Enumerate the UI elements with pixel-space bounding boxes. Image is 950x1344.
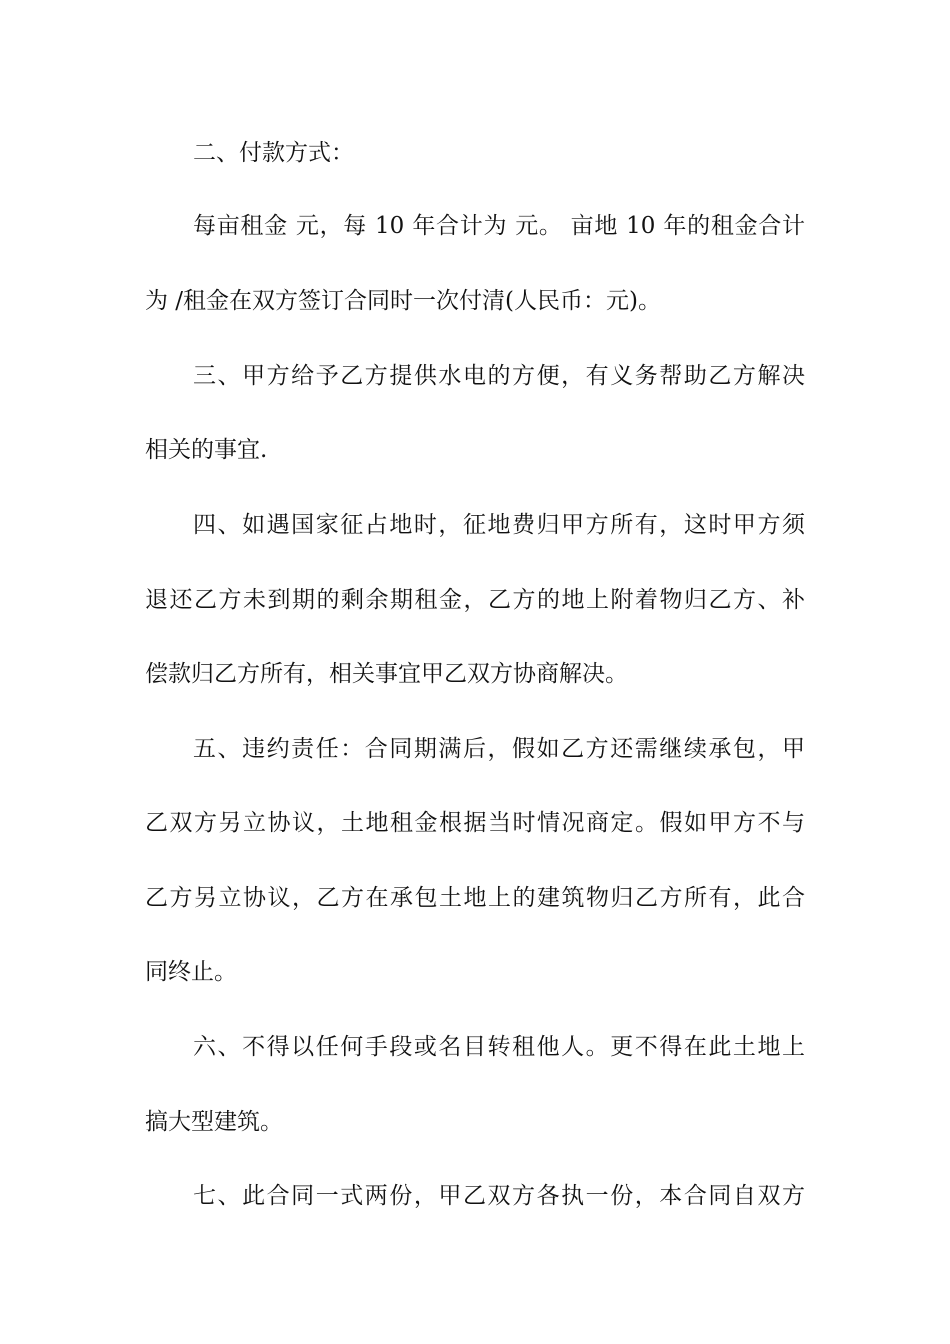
section-5-line-1: 五、违约责任：合同期满后，假如乙方还需继续承包，甲 [193,736,805,762]
section-2-line-1: 每亩租金 元，每 10 年合计为 元。 亩地 10 年的租金合计 [193,213,805,239]
section-3-line-2: 相关的事宜. [145,437,268,463]
section-7-line-1: 七、此合同一式两份，甲乙双方各执一份，本合同自双方 [193,1183,805,1209]
section-6-line-2: 搞大型建筑。 [145,1109,283,1135]
section-5-line-2: 乙双方另立协议，土地租金根据当时情况商定。假如甲方不与 [145,810,805,836]
section-2-heading: 二、付款方式： [193,140,354,166]
section-2-line-2: 为 /租金在双方签订合同时一次付清(人民币：元)。 [145,288,662,314]
section-5-line-4: 同终止。 [145,959,237,985]
section-4-line-1: 四、如遇国家征占地时，征地费归甲方所有，这时甲方须 [193,512,805,538]
section-4-line-2: 退还乙方未到期的剩余期租金，乙方的地上附着物归乙方、补 [145,587,805,613]
section-6-line-1: 六、不得以任何手段或名目转租他人。更不得在此土地上 [193,1034,805,1060]
section-5-line-3: 乙方另立协议，乙方在承包土地上的建筑物归乙方所有，此合 [145,885,805,911]
section-4-line-3: 偿款归乙方所有，相关事宜甲乙双方协商解决。 [145,661,628,687]
section-3-line-1: 三、甲方给予乙方提供水电的方便，有义务帮助乙方解决 [193,363,805,389]
